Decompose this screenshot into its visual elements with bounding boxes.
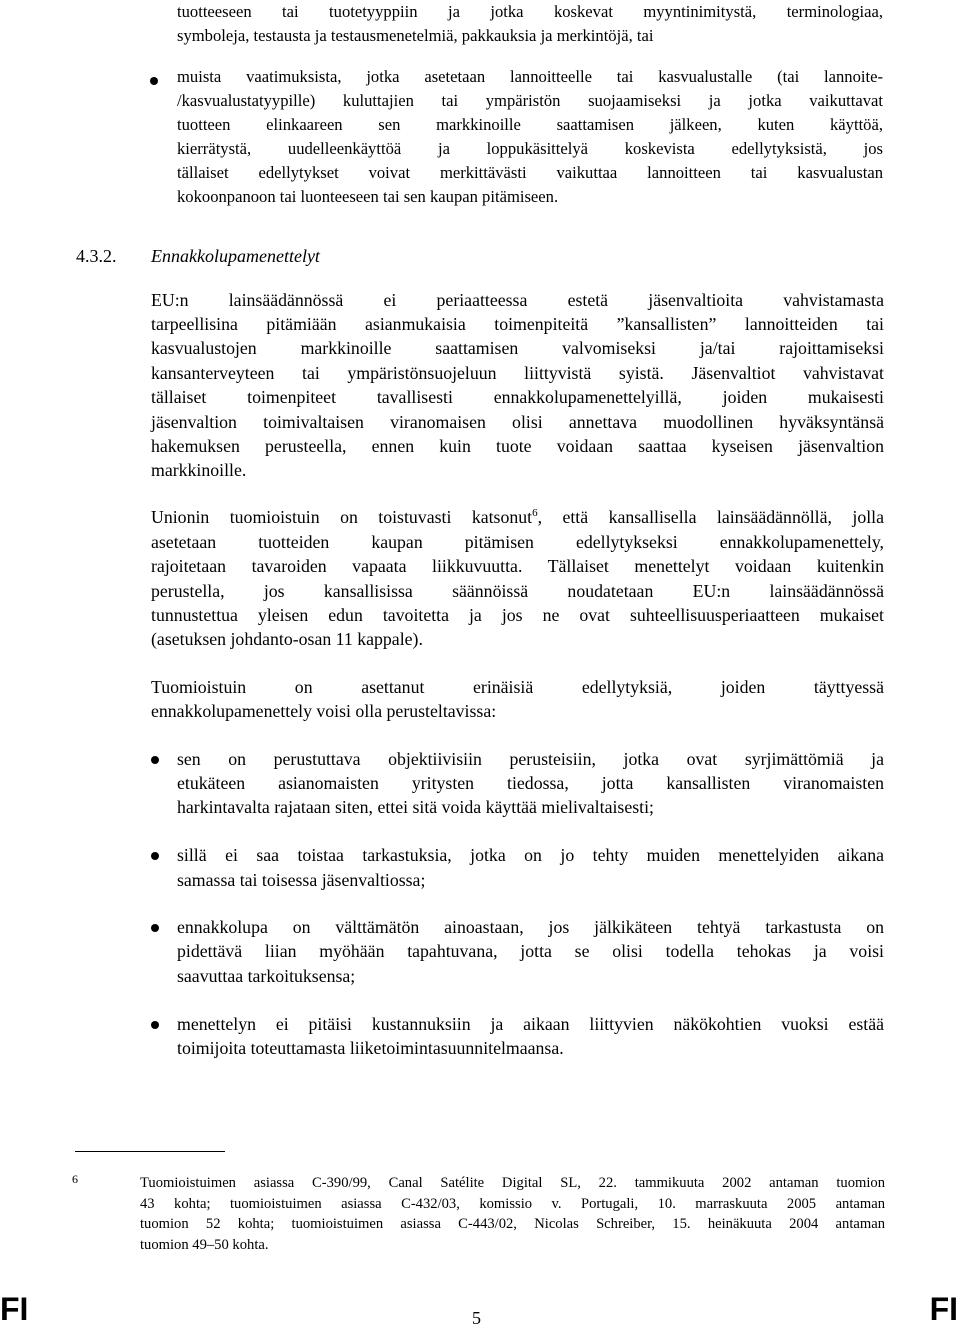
bullet-icon [151, 852, 159, 860]
bullet-line: tällaiset edellytykset voivat merkittävästi vaikuttaa lannoitteen tai kasvualustan [177, 163, 883, 182]
paragraph-line: asetetaan tuotteiden kaupan pitämisen edellytykseksi ennakkolupamenettely, [151, 532, 884, 552]
condition-line: saavuttaa tarkoituksensa; [177, 966, 356, 986]
condition-line: samassa tai toisessa jäsenvaltiossa; [177, 870, 426, 890]
condition-line: menettelyn ei pitäisi kustannuksiin ja aikaan liittyvien näkökohtien vuoksi estää [177, 1014, 884, 1034]
footnote-line: tuomion 49–50 kohta. [140, 1237, 269, 1253]
bullet-icon [151, 1021, 159, 1029]
section-number: 4.3.2. [76, 246, 117, 266]
condition-line: sillä ei saa toistaa tarkastuksia, jotka on jo tehty muiden menettelyiden aikana [177, 845, 884, 865]
intro-line: symboleja, testausta ja testausmenetelmiä, pakkauksia ja merkintöjä, tai [177, 26, 654, 45]
paragraph-line: ennakkolupamenettely voisi olla perusteltavissa: [151, 701, 497, 721]
paragraph-line-with-footnote [151, 505, 884, 529]
paragraph-line: perustella, jos kansallisissa säännöissä noudatetaan EU:n lainsäädännössä [151, 581, 884, 601]
condition-line: ennakkolupa on välttämätön ainoastaan, jos jälkikäteen tehtyä tarkastusta on [177, 917, 884, 937]
paragraph-line: rajoitetaan tavaroiden vapaata liikkuvuutta. Tällaiset menettelyt voidaan kuitenkin [151, 556, 884, 576]
paragraph-line: jäsenvaltion toimivaltaisen viranomaisen olisi annettava muodollinen hyväksyntänsä [151, 412, 884, 432]
paragraph-line: tunnustettua yleisen edun tavoitetta ja jos ne ovat suhteellisuusperiaatteen mukaiset [151, 605, 884, 625]
condition-line: harkintavalta rajataan siten, ettei sitä voida käyttää mielivaltaisesti; [177, 797, 654, 817]
condition-line: etukäteen asianomaisten yritysten tiedossa, jotta kansallisten viranomaisten [177, 773, 884, 793]
footnote-number: 6 [72, 1172, 78, 1186]
paragraph-text: , että kansallisella lainsäädännöllä, jolla [537, 507, 884, 527]
bullet-line: tuotteen elinkaareen sen markkinoille saattamisen jälkeen, kuten käyttöä, [177, 115, 883, 134]
footnote-line: tuomion 52 kohta; tuomioistuimen asiassa C-443/02, Nicolas Schreiber, 15. heinäkuuta 2004 antaman [140, 1216, 885, 1232]
paragraph-line: kasvualustojen markkinoille saattamisen valvomiseksi ja/tai rajoittamiseksi [151, 338, 884, 358]
bullet-icon [151, 756, 159, 764]
condition-line: pidettävä liian myöhään tapahtuvana, jotta se olisi todella tehokas ja voisi [177, 941, 884, 961]
bullet-line: /kasvualustatyypille) kuluttajien tai ympäristön suojaamiseksi ja jotka vaikuttavat [177, 91, 883, 110]
bullet-icon [150, 77, 158, 85]
footer-language-right: FI [929, 1291, 958, 1327]
paragraph-line: tällaiset toimenpiteet tavallisesti ennakkolupamenettelyillä, joiden mukaisesti [151, 387, 884, 407]
footnote-reference[interactable]: 6 [532, 507, 538, 519]
section-title: Ennakkolupamenettelyt [151, 246, 320, 266]
paragraph-line: markkinoille. [151, 460, 247, 480]
paragraph-text: Unionin tuomioistuin on toistuvasti katsonut [151, 507, 533, 527]
footnote-line: Tuomioistuimen asiassa C-390/99, Canal Satélite Digital SL, 22. tammikuuta 2002 antaman tuomion [140, 1175, 885, 1191]
footnote-separator [75, 1151, 225, 1152]
condition-line: toimijoita toteuttamasta liiketoimintasuunnitelmaansa. [177, 1038, 564, 1058]
paragraph-line: (asetuksen johdanto-osan 11 kappale). [151, 629, 423, 649]
paragraph-line: EU:n lainsäädännössä ei periaatteessa estetä jäsenvaltioita vahvistamasta [151, 290, 884, 310]
footnote-line: 43 kohta; tuomioistuimen asiassa C-432/03, komissio v. Portugali, 10. marraskuuta 2005 antaman [140, 1196, 885, 1212]
bullet-line: kokoonpanoon tai luonteeseen tai sen kaupan pitämiseen. [177, 187, 559, 206]
page-number: 5 [472, 1308, 481, 1328]
paragraph-line: Tuomioistuin on asettanut erinäisiä edellytyksiä, joiden täyttyessä [151, 677, 884, 697]
condition-line: sen on perustuttava objektiivisiin perusteisiin, jotka ovat syrjimättömiä ja [177, 749, 884, 769]
paragraph-line: tarpeellisina pitämiään asianmukaisia toimenpiteitä ”kansallisten” lannoitteiden tai [151, 314, 884, 334]
bullet-icon [151, 924, 159, 932]
footer-language-left: FI [0, 1291, 29, 1327]
bullet-line: muista vaatimuksista, jotka asetetaan lannoitteelle tai kasvualustalle (tai lannoite- [177, 67, 883, 86]
paragraph-line: hakemuksen perusteella, ennen kuin tuote voidaan saattaa kyseisen jäsenvaltion [151, 436, 884, 456]
intro-line: tuotteeseen tai tuotetyyppiin ja jotka koskevat myyntinimitystä, terminologiaa, [177, 2, 883, 21]
bullet-line: kierrätystä, uudelleenkäyttöä ja loppukäsittelyä koskevista edellytyksistä, jos [177, 139, 883, 158]
paragraph-line: kansanterveyteen tai ympäristönsuojeluun liittyvistä syistä. Jäsenvaltiot vahvistavat [151, 363, 884, 383]
